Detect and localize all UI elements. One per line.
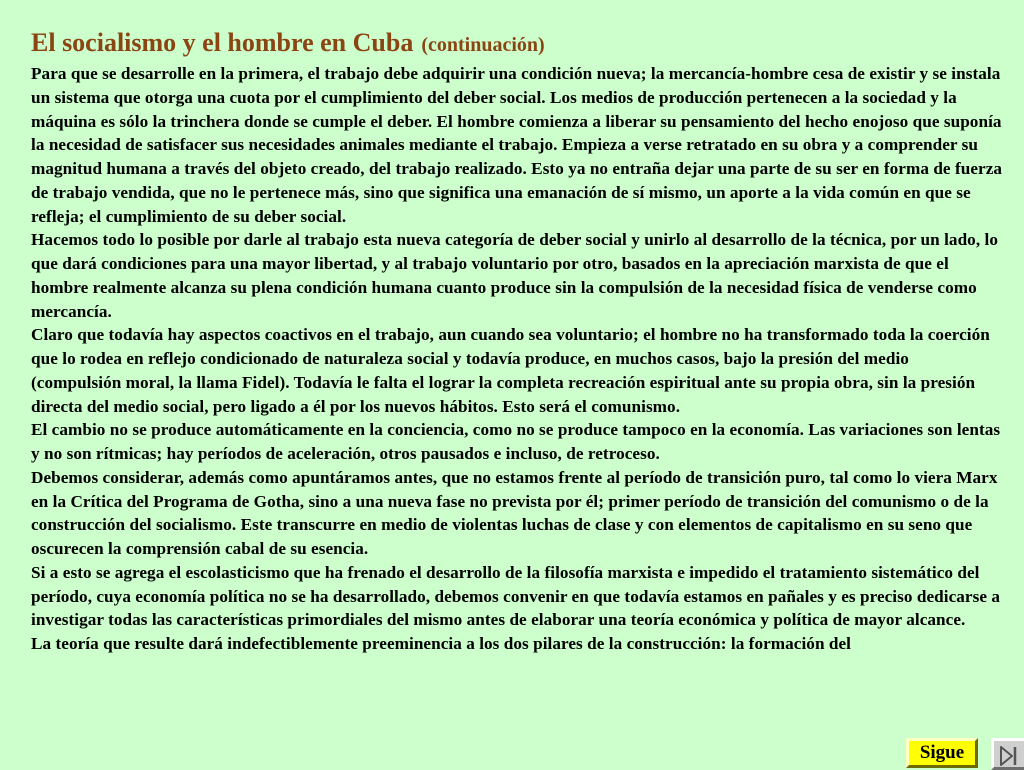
paragraph: La teoría que resulte dará indefectiblemente preeminencia a los dos pilares de la construcción: la formación del bbox=[31, 634, 852, 653]
paragraph: Hacemos todo lo posible por darle al trabajo esta nueva categoría de deber social y unirlo al desarrollo de la técnica, por un lado, lo que dará condiciones para una mayor libertad, y al trabajo voluntario por otro, basados en la apreciación marxista de que el hombre realmente alcanza su plena condición humana cuanto produce sin la compulsión de la necesidad física de venderse como mercancía. bbox=[31, 230, 998, 321]
title-subtitle: (continuación) bbox=[421, 34, 545, 56]
next-button[interactable]: Sigue bbox=[906, 738, 978, 768]
end-button[interactable] bbox=[991, 738, 1024, 770]
skip-to-end-icon bbox=[998, 745, 1022, 767]
paragraph: Claro que todavía hay aspectos coactivos en el trabajo, aun cuando sea voluntario; el hombre no ha transformado toda la coerción que lo rodea en reflejo condicionado de naturaleza social y todavía produce, en muchos casos, bajo la presión del medio (compulsión moral, la llama Fidel). Todavía le falta el lograr la completa recreación espiritual ante su propia obra, sin la presión directa del medio social, pero ligado a él por los nuevos hábitos. Esto será el comunismo. bbox=[31, 325, 990, 416]
paragraph: Debemos considerar, además como apuntáramos antes, que no estamos frente al período de transición puro, tal como lo viera Marx en la Crítica del Programa de Gotha, sino a una nueva fase no prevista por él; primer período de transición del comunismo o de la construcción del socialismo. Este transcurre en medio de violentas luchas de clase y con elementos de capitalismo en su seno que oscurecen la comprensión cabal de su esencia. bbox=[31, 467, 998, 558]
slide-title bbox=[31, 22, 545, 59]
paragraph: Si a esto se agrega el escolasticismo que ha frenado el desarrollo de la filosofía marxista e impedido el tratamiento sistemático del período, cuya economía política no se ha desarrollado, debemos convenir en que todavía estamos en pañales y es preciso dedicarse a investigar todas las características primordiales del mismo antes de elaborar una teoría económica y política de mayor alcance. bbox=[31, 562, 1000, 630]
title-main: El socialismo y el hombre en Cuba bbox=[31, 28, 414, 57]
paragraph: Para que se desarrolle en la primera, el trabajo debe adquirir una condición nueva; la mercancía-hombre cesa de existir y se instala un sistema que otorga una cuota por el cumplimiento del deber social. Los medios de producción pertenecen a la sociedad y la máquina es sólo la trinchera donde se cumple el deber. El hombre comienza a liberar su pensamiento del hecho enojoso que suponía la necesidad de satisfacer sus necesidades animales mediante el trabajo. Empieza a verse retratado en su obra y a comprender su magnitud humana a través del objeto creado, del trabajo realizado. Esto ya no entraña dejar una parte de su ser en forma de fuerza de trabajo vendida, que no le pertenece más, sino que significa una emanación de sí mismo, un aporte a la vida común en que se refleja; el cumplimiento de su deber social. bbox=[31, 64, 1003, 226]
paragraph: El cambio no se produce automáticamente en la conciencia, como no se produce tampoco en la economía. Las variaciones son lentas y no son rítmicas; hay períodos de aceleración, otros pausados e incluso, de retroceso. bbox=[31, 420, 1001, 463]
body-text bbox=[31, 62, 1003, 656]
